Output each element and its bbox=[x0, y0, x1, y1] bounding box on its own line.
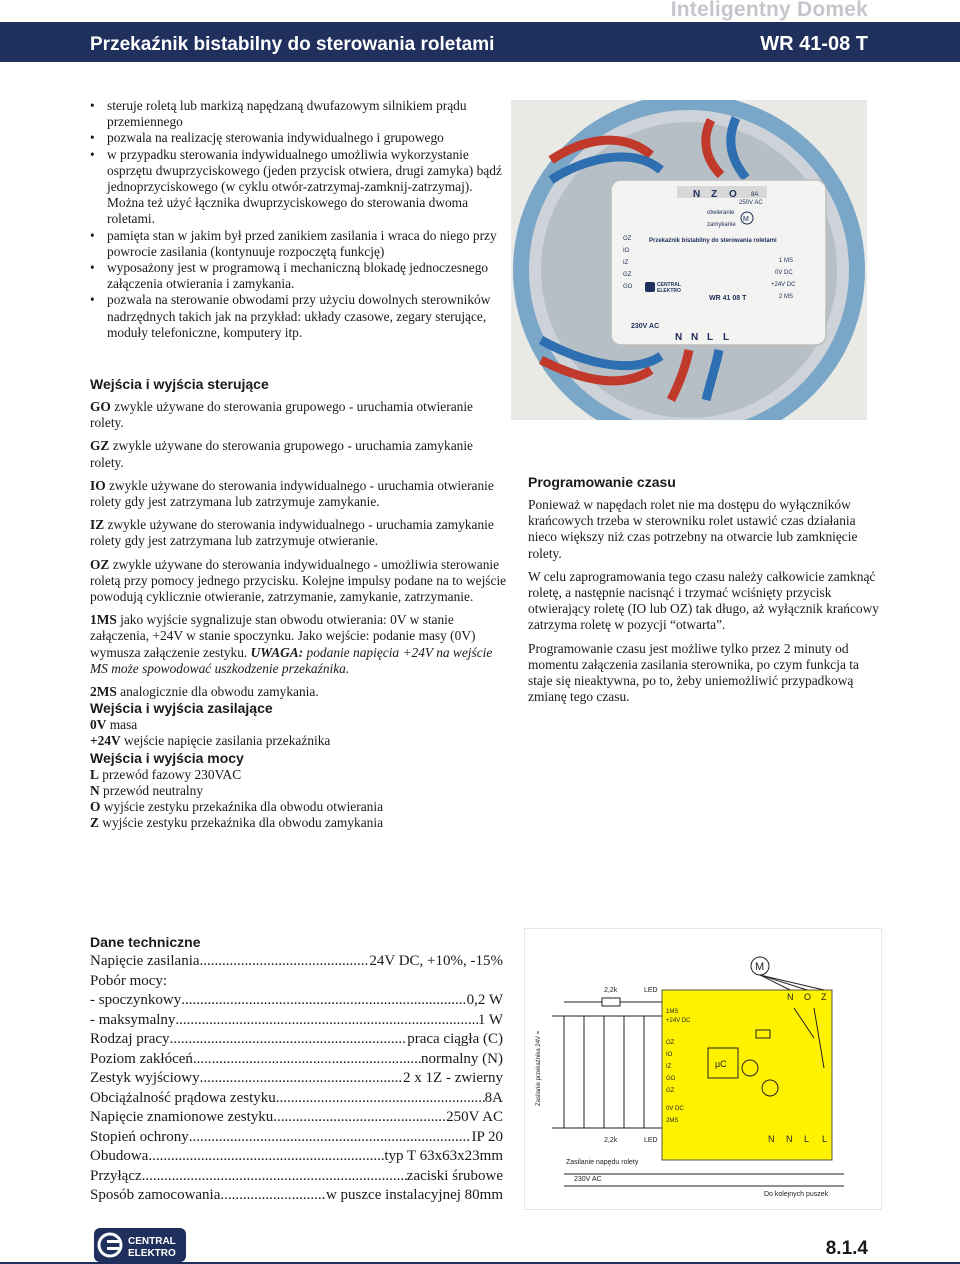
photo-bottom-l1: L bbox=[707, 332, 714, 343]
desc-gz: zwykle używane do sterowania grupowego - uruchamia zamykanie rolety. bbox=[90, 438, 473, 470]
schem-pin-1ms: 1MS bbox=[666, 1009, 679, 1015]
schem-pin-go: GO bbox=[666, 1076, 676, 1082]
schem-pin-iz: IZ bbox=[666, 1064, 672, 1070]
tech-row bbox=[90, 1050, 503, 1070]
schem-pin-2ms: 2MS bbox=[666, 1118, 679, 1124]
wiring-schematic bbox=[524, 928, 882, 1210]
term-gz: GZ bbox=[90, 438, 110, 454]
schem-pin-0v: 0V DC bbox=[666, 1106, 684, 1112]
feature-item: • w przypadku sterowania indywidualnego umożliwia wykorzystanie osprzętu dwuprzyciskowego (jeden przycisk otwiera, drugi zamyka) bądź jednoprzyciskowego (w cyklu otwór-zatrzymaj-zamknij-zatrzymaj). Można też użyć łącznika dwuprzyciskowego do sterowania dwoma roletami. bbox=[90, 147, 505, 228]
leader-dots bbox=[276, 1089, 485, 1109]
tech-value: 1 W bbox=[477, 1011, 503, 1028]
schem-pin-io: IO bbox=[666, 1052, 673, 1058]
term-z: Z bbox=[90, 815, 99, 831]
tech-value: w puszce instalacyjnej 80mm bbox=[325, 1187, 503, 1203]
term-go: GO bbox=[90, 399, 111, 414]
schem-top-o: O bbox=[804, 992, 812, 1002]
tech-label: Pobór mocy: bbox=[90, 972, 168, 989]
tech-label: Obciążalność prądowa zestyku bbox=[90, 1089, 276, 1106]
term-iz: IZ bbox=[90, 517, 105, 533]
tech-value: zaciski śrubowe bbox=[406, 1167, 503, 1184]
desc-1ms: jako wyjście sygnalizuje stan obwodu otwierania: 0V w stanie załączenia, +24V w stanie spoczynku. Jako wejście: podanie masy (0V) wymusza załączenie zestyku. bbox=[90, 612, 476, 660]
tech-row bbox=[90, 1069, 503, 1089]
tech-value: 250V AC bbox=[446, 1109, 503, 1125]
schem-term-l1: L bbox=[804, 1134, 810, 1144]
feature-item: • pamięta stan w jakim był przed zanikiem zasilania i wraca do niego przy powrocie zasilania (kontynuuje rozpoczętą funkcję) bbox=[90, 228, 505, 260]
tech-value: 8A bbox=[484, 1089, 503, 1106]
schem-term-l2: L bbox=[822, 1134, 828, 1144]
power-item-o bbox=[90, 799, 510, 815]
photo-bottom-n2: N bbox=[691, 332, 699, 343]
schem-led: LED bbox=[644, 987, 658, 994]
term-io: IO bbox=[90, 477, 106, 493]
photo-terminal-z: Z bbox=[711, 189, 718, 200]
leader-dots bbox=[220, 1186, 326, 1206]
programming-paragraph: W celu zaprogramowania tego czasu należy całkowicie zamknąć roletę, a następnie nacisnąć i trzymać wciśnięty przycisk otwierający roletę (IO lub OZ) tak długo, aż wyłącznik krańcowy zatrzyma roletę w pozycji “otwarta”. bbox=[528, 568, 879, 633]
tech-value: IP 20 bbox=[471, 1128, 503, 1145]
term-o: O bbox=[90, 799, 101, 815]
programming-paragraph: Ponieważ w napędach rolet nie ma dostępu do wyłączników krańcowych trzeba w sterowniku rolet ustawić czas działania nieco większy niż czas potrzebny na otwarcie lub zamknięcie rolety. bbox=[528, 497, 858, 561]
tech-row bbox=[90, 972, 503, 992]
io-item-io bbox=[90, 478, 510, 510]
photo-terminal-n: N bbox=[693, 189, 701, 200]
feature-item: • wyposażony jest w programową i mechaniczną blokadę jednoczesnego załączenia otwierania i zamykania. bbox=[90, 260, 505, 292]
programming-paragraph: Programowanie czasu jest możliwe tylko przez 2 minuty od momentu załączenia zasilania sterownika, po czym funkcja ta staje się nieaktywna, po to, żeby uniemożliwić przypadkową zmianę tego czasu. bbox=[528, 640, 859, 705]
tech-label: Stopień ochrony bbox=[90, 1128, 189, 1145]
desc-z: wyjście zestyku przekaźnika dla obwodu zamykania bbox=[98, 815, 384, 831]
photo-bottom-l2: L bbox=[723, 332, 730, 343]
leader-dots bbox=[200, 952, 370, 972]
photo-legend-close: zamykanie bbox=[707, 222, 736, 228]
tech-row bbox=[90, 1147, 503, 1167]
tech-row bbox=[90, 991, 503, 1011]
schem-supply: 230V AC bbox=[574, 1176, 602, 1183]
tech-row bbox=[90, 952, 503, 972]
photo-terminal-24v: +24V DC bbox=[771, 282, 796, 288]
tech-row bbox=[90, 1128, 503, 1148]
schem-top-z: Z bbox=[821, 992, 827, 1002]
photo-supply: 230V AC bbox=[631, 323, 660, 330]
tech-row bbox=[90, 1089, 503, 1109]
schem-term-n2: N bbox=[786, 1134, 793, 1144]
photo-legend-motor: M bbox=[743, 216, 749, 223]
photo-rating-voltage: 250V AC bbox=[739, 200, 763, 206]
photo-terminal-0v: 0V DC bbox=[775, 270, 793, 276]
photo-terminal-io: IO bbox=[623, 248, 630, 254]
term-24v: +24V bbox=[90, 733, 121, 749]
schem-motor: M bbox=[755, 961, 765, 973]
logo-line2: ELEKTRO bbox=[128, 1248, 176, 1259]
technical-data bbox=[90, 934, 503, 1206]
document-title: Przekaźnik bistabilny do sterowania roletami bbox=[90, 34, 495, 55]
schem-resistor: 2,2k bbox=[604, 987, 618, 994]
supply-item-0v bbox=[90, 717, 510, 733]
schem-drive-label: Zasilanie napędu rolety bbox=[566, 1159, 639, 1166]
power-heading: Wejścia i wyjścia mocy bbox=[90, 749, 244, 766]
tech-label: Napięcie znamionowe zestyku bbox=[90, 1109, 274, 1125]
desc-2ms: analogicznie dla obwodu zamykania. bbox=[116, 684, 319, 700]
photo-legend-open: otwieranie bbox=[707, 210, 735, 216]
supply-item-24v bbox=[90, 733, 510, 749]
tech-label: Obudowa bbox=[90, 1148, 149, 1164]
photo-terminal-gz: GZ bbox=[623, 272, 632, 278]
supply-heading: Wejścia i wyjścia zasilające bbox=[90, 700, 273, 717]
tech-row bbox=[90, 1108, 503, 1128]
tech-row bbox=[90, 1011, 503, 1031]
leader-dots bbox=[181, 991, 466, 1011]
power-item-n bbox=[90, 783, 510, 799]
desc-24v: wejście napięcie zasilania przekaźnika bbox=[120, 733, 331, 749]
leader-dots bbox=[200, 1069, 403, 1089]
desc-0v: masa bbox=[106, 717, 138, 733]
feature-item: • steruje roletą lub markizą napędzaną dwufazowym silnikiem prądu przemiennego bbox=[90, 98, 505, 130]
leader-dots bbox=[142, 1167, 407, 1187]
leader-dots bbox=[170, 1030, 408, 1050]
desc-l: przewód fazowy 230VAC bbox=[98, 766, 242, 782]
photo-terminal-o: O bbox=[729, 189, 737, 200]
io-item-iz bbox=[90, 517, 510, 549]
io-item-1ms bbox=[90, 612, 510, 677]
photo-rating: 8A bbox=[751, 192, 759, 198]
io-item-gz bbox=[90, 438, 510, 470]
io-section bbox=[90, 376, 510, 831]
desc-io: zwykle używane do sterowania indywidualnego - uruchamia otwieranie rolety gdy jest zatrzymana lub zatrzymuje zamykanie. bbox=[90, 477, 494, 510]
tech-value: normalny (N) bbox=[420, 1050, 503, 1067]
tech-label: Przyłącz bbox=[90, 1167, 142, 1184]
photo-terminal-go: GO bbox=[623, 284, 633, 290]
feature-item: • pozwala na sterowanie obwodami przy użyciu dowolnych sterowników nadrzędnych takich jak na przykład: układy czasowe, zegary sterujące, moduły telefoniczne, komputery itp. bbox=[90, 292, 505, 341]
programming-heading: Programowanie czasu bbox=[528, 474, 676, 490]
tech-row bbox=[90, 1167, 503, 1187]
term-1ms: 1MS bbox=[90, 612, 117, 628]
tech-value: 24V DC, +10%, -15% bbox=[369, 953, 503, 969]
schem-side-label: Zasilanie przekaźnika 24V = bbox=[536, 1030, 542, 1106]
io-item-go bbox=[90, 399, 510, 431]
tech-row bbox=[90, 1186, 503, 1206]
io-item-oz bbox=[90, 557, 510, 606]
tech-label: Poziom zakłóceń bbox=[90, 1050, 193, 1067]
schem-resistor-b: 2,2k bbox=[604, 1137, 618, 1144]
photo-terminal-oz: OZ bbox=[623, 236, 632, 242]
term-oz: OZ bbox=[90, 556, 110, 572]
photo-bottom-n1: N bbox=[675, 332, 683, 343]
tech-value: praca ciągła (C) bbox=[407, 1031, 503, 1047]
photo-terminal-1ms: 1 MS bbox=[779, 258, 794, 264]
term-n: N bbox=[90, 782, 100, 798]
io-item-2ms bbox=[90, 684, 510, 700]
schem-top-n: N bbox=[787, 992, 794, 1002]
term-2ms: 2MS bbox=[90, 684, 117, 700]
photo-brand-line2: ELEKTRO bbox=[657, 288, 681, 294]
schem-term-n1: N bbox=[768, 1134, 775, 1144]
warning-label: UWAGA: bbox=[250, 644, 304, 660]
feature-list bbox=[90, 98, 505, 341]
leader-dots bbox=[193, 1050, 421, 1070]
desc-iz: zwykle używane do sterowania indywidualnego - uruchamia zamykanie rolety gdy jest zatrzymana lub zatrzymuje otwieranie. bbox=[90, 517, 494, 549]
tech-label: Napięcie zasilania bbox=[90, 953, 200, 969]
desc-n: przewód neutralny bbox=[99, 782, 204, 798]
tech-label: Zestyk wyjściowy bbox=[90, 1070, 200, 1086]
central-elektro-logo bbox=[94, 1228, 186, 1262]
power-item-l bbox=[90, 767, 510, 783]
logo-line1: CENTRAL bbox=[128, 1236, 176, 1247]
term-l: L bbox=[90, 766, 99, 782]
schem-led-b: LED bbox=[644, 1137, 658, 1144]
schem-next-label: Do kolejnych puszek bbox=[764, 1191, 829, 1198]
product-photo bbox=[511, 100, 867, 420]
programming-section bbox=[528, 474, 880, 712]
power-item-z bbox=[90, 815, 510, 831]
tech-label: - maksymalny bbox=[90, 1011, 176, 1028]
photo-terminal-iz: IZ bbox=[623, 260, 629, 266]
leader-dots bbox=[189, 1128, 472, 1148]
tech-label: Rodzaj pracy bbox=[90, 1031, 170, 1047]
tech-value: typ T 63x63x23mm bbox=[384, 1148, 503, 1164]
schem-pin-oz: OZ bbox=[666, 1040, 675, 1046]
page-number: 8.1.4 bbox=[825, 1238, 868, 1259]
io-heading: Wejścia i wyjścia sterujące bbox=[90, 376, 269, 392]
desc-oz: zwykle używane do sterowania indywidualnego - umożliwia sterowanie roletą przy pomocy jednego przycisku. Kolejne impulsy podane na to wejście powodują cyklicznie otwieranie, zatrzymanie, zamykanie, zatrzymanie. bbox=[90, 556, 507, 605]
desc-go: zwykle używane do sterowania grupowego - uruchamia otwieranie rolety. bbox=[90, 399, 473, 431]
leader-dots bbox=[148, 1147, 384, 1167]
tech-label: Sposób zamocowania bbox=[90, 1187, 221, 1203]
schem-pin-gz: GZ bbox=[666, 1088, 675, 1094]
feature-item: • pozwala na realizację sterowania indywidualnego i grupowego bbox=[90, 130, 505, 146]
desc-o: wyjście zestyku przekaźnika dla obwodu otwierania bbox=[100, 799, 384, 815]
schem-pin-24v: +24V DC bbox=[666, 1018, 691, 1024]
photo-model: WR 41 08 T bbox=[709, 295, 747, 302]
brand-title: Inteligentny Domek bbox=[670, 0, 868, 21]
schem-mcu: µC bbox=[715, 1059, 727, 1069]
photo-terminal-2ms: 2 MS bbox=[779, 294, 794, 300]
tech-value: 0,2 W bbox=[466, 992, 503, 1008]
leader-dots bbox=[175, 1011, 477, 1031]
photo-device-title: Przekaźnik bistabilny do sterowania roletami bbox=[649, 238, 777, 244]
tech-row bbox=[90, 1030, 503, 1050]
term-0v: 0V bbox=[90, 717, 107, 733]
tech-label: - spoczynkowy bbox=[90, 992, 182, 1008]
leader-dots bbox=[273, 1108, 446, 1128]
product-code: WR 41-08 T bbox=[760, 33, 868, 55]
photo-brand-line1: CENTRAL bbox=[657, 282, 681, 288]
tech-heading: Dane techniczne bbox=[90, 934, 201, 950]
warning-text: podanie napięcia +24V na wejście MS może spowodować uszkodzenie przekaźnika. bbox=[90, 644, 493, 676]
tech-value: 2 x 1Z - zwierny bbox=[403, 1070, 503, 1086]
